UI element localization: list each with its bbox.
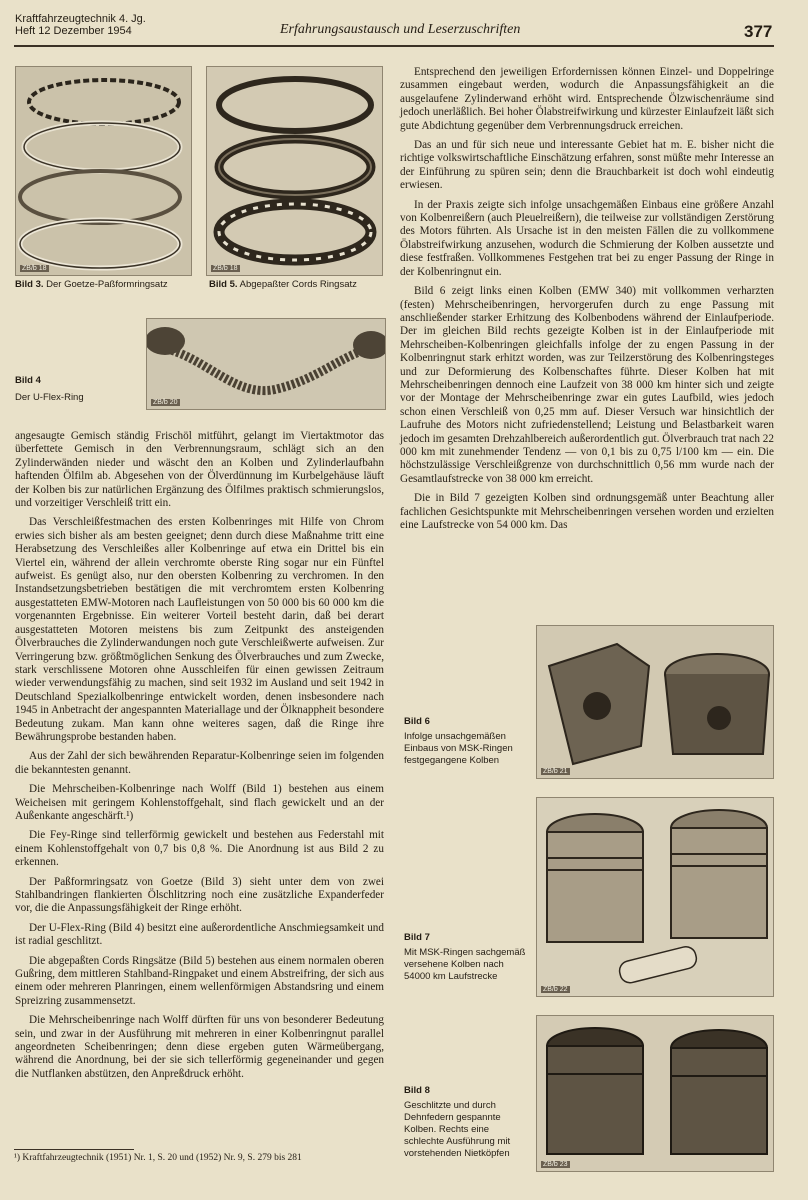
left-paragraph-5: Die Fey-Ringe sind tellerförmig gewickelt und bestehen aus Federstahl mit einem Kohlenstoffgehalt von 0,7 bis 0,8 %. Die Anordnung ist aus Bild 2 zu erkennen. <box>15 829 384 869</box>
right-column <box>400 66 774 538</box>
left-paragraph-8: Die abgepaßten Cords Ringsätze (Bild 5) bestehen aus einem normalen oberen Gußring, dem mittleren Stahlband-Ringpaket und einem Abstreifring, der sich aus einem oder mehreren Planringen, einem wellenförmigen Abstandsring und einem Spreizring zusammensetzt. <box>15 954 384 1007</box>
bild7-label: Bild 7 <box>404 932 430 943</box>
seized-pistons-image <box>537 626 773 778</box>
bild4-photo <box>146 318 386 410</box>
left-paragraph-7: Der U-Flex-Ring (Bild 4) besitzt eine außerordentliche Anschmiegsamkeit und ist radial geschlitzt. <box>15 921 384 948</box>
page-number: 377 <box>744 22 773 41</box>
bild3-caption-text: Der Goetze-Paßformringsatz <box>46 279 168 290</box>
bild4-stamp: ZB/b 20 <box>153 399 178 406</box>
piston-ring-set-image <box>16 67 191 275</box>
left-paragraph-3: Aus der Zahl der sich bewährenden Reparatur-Kolbenringe seien im folgenden die bekanntesten genannt. <box>15 750 384 776</box>
header-rule <box>14 45 774 47</box>
right-paragraph-2: Das an und für sich neue und interessante Gebiet hat m. E. bisher nicht die richtige volkswirtschaftliche Einschätzung erfahren, sonst müßte mehr Interesse an der Einführung zu spüren sein; denn die Brauchbarkeit ist doch wohl eindeutig erwiesen. <box>400 139 774 192</box>
bild3-photo <box>15 66 192 276</box>
bild7-photo <box>536 797 774 997</box>
bild5-stamp: ZB/b 18 <box>213 265 238 272</box>
bild4-caption <box>15 375 125 404</box>
good-pistons-image <box>537 798 773 996</box>
bild6-label: Bild 6 <box>404 716 430 727</box>
bild6-photo <box>536 625 774 779</box>
bild8-stamp: ZB/b 23 <box>543 1161 568 1168</box>
bild4-caption-text: Der U-Flex-Ring <box>15 392 84 403</box>
bild8-caption-text: Geschlitzte und durch Dehnfedern gespannte Kolben. Rechts eine schlechte Ausführung mit vorstehenden Nietköpfen <box>404 1100 511 1159</box>
bild7-stamp: ZB/b 22 <box>543 986 568 993</box>
slotted-pistons-image <box>537 1016 773 1171</box>
bild8-caption <box>404 1085 529 1160</box>
right-paragraph-5: Die in Bild 7 gezeigten Kolben sind ordnungsgemäß unter Beachtung aller fachlichen Gesichtspunkte mit Mehrscheibenringen versehen worden und erzielten eine Laufstrecke von 54 000 km. Das <box>400 492 774 531</box>
journal-line-1: Kraftfahrzeugtechnik 4. Jg. <box>15 13 146 25</box>
bild6-caption <box>404 716 529 767</box>
bild3-label: Bild 3. <box>15 279 44 290</box>
footnote-rule <box>14 1149 134 1150</box>
bild3-caption <box>15 279 205 291</box>
left-paragraph-6: Der Paßformringsatz von Goetze (Bild 3) sieht unter dem von zwei Stahlbandringen flankierten Ölschlitzring noch eine zusätzliche Expanderfeder vor, die die Anpassungsfähigkeit der Ringe erhöht. <box>15 875 384 915</box>
left-paragraph-4: Die Mehrscheiben-Kolbenringe nach Wolff (Bild 1) bestehen aus einem Weicheisen mit geringem Kohlenstoffgehalt, sind flach gewickelt und an der Außenkante angeschärft.¹) <box>15 783 384 822</box>
bild8-photo <box>536 1015 774 1172</box>
journal-line-2: Heft 12 Dezember 1954 <box>15 25 132 37</box>
bild8-label: Bild 8 <box>404 1085 430 1096</box>
right-paragraph-3: In der Praxis zeigte sich infolge unsachgemäßen Einbaus eine größere Anzahl von Kolbenreißern (auch Pleuelreißern), die teilweise zur vollständigen Zerstörung des Motors führten. Als Ursache ist in den meisten Fällen die zu vollkommene Ölabstreifwirkung anzusehen, wodurch die Schmierung der Kolben aussetzte und diese festfraßen. Vollkommenes Festgehen trat bei zu enger Passung der Ringe in der Kolbenringnut ein. <box>400 198 774 278</box>
footnote: ¹) Kraftfahrzeugtechnik (1951) Nr. 1, S. 20 und (1952) Nr. 9, S. 279 bis 281 <box>14 1153 302 1163</box>
right-paragraph-4: Bild 6 zeigt links einen Kolben (EMW 340) mit vollkommen verharzten (festen) Mehrscheibenringen, hervorgerufen durch zu enge Passung mit anschließender starker Erhitzung des Kolbenbodens während der Einlaufperiode. Der im gleichen Bild rechts gezeigte Kolben ist in der Einlaufperiode mit Mehrscheiben-Kolbenringen gleichfalls infolge der zu engen Passung in der Kolbenringnut stark erhitzt worden, was zur Teilzerstörung des Kolbenringsteges und zur Deformierung des Kolbenschaftes führte. Dieser Kolben hat mit Mehrscheibenringen dennoch eine Laufzeit von 38 000 km hinter sich und zeigte vor der Montage der Mehrscheibenringe zwar ein gutes Laufbild, wies jedoch schon einen Verschleiß von 0,25 mm auf. Dieser Versuch war hinsichtlich der Laufruhe des Motors nicht zufriedenstellend; Leistung und Belastbarkeit waren jedoch im gesamten Drehzahlbereich außerordentlich gut. Ölverbrauch trat nach 22 000 km mit zunehmender Tendenz — von 0,1 bis zu 0,75 l/100 km — ein. Die höchstzulässige Verschleißgrenze von durchschnittlich 0,56 mm wurde nach der Gesamtlaufstrecke von 38 000 km erreicht. <box>400 285 774 485</box>
bild6-stamp: ZB/b 21 <box>543 768 568 775</box>
right-paragraph-1: Entsprechend den jeweiligen Erfordernissen können Einzel- und Doppelringe zusammen eingebaut werden, wodurch die Anpassungsfähigkeit an die ausgelaufene Zylinderwand erhöht wird. Entsprechende Ölzwischenräume sind jedoch unerläßlich. Bei hoher Ölabstreifwirkung und kürzester Einlaufzeit läßt sich gute Abdichtung gegenüber dem Verbrennungsdruck erreichen. <box>400 66 774 132</box>
bild3-stamp: ZB/b 18 <box>22 265 47 272</box>
journal-info <box>15 13 146 37</box>
section-title: Erfahrungsaustausch und Leserzuschriften <box>280 22 521 37</box>
left-paragraph-2: Das Verschleißfestmachen des ersten Kolbenringes mit Hilfe von Chrom erwies sich bisher als am besten geeignet; denn durch diese Maßnahme tritt eine Herabsetzung des Verschleißes aller Kolbenringe auf etwa ein Drittel bis ein Viertel ein, während der allein verchromte oberste Ring sogar nur ein Fünftel aufweist. Es genügt also, nur den obersten Kolbenring zu verchromen. In den Instandsetzungsbetrieben bestätigen die mit verchromtem ersten Kolbenring ausgestatteten EMW-Motoren nach Laufleistungen von 50 000 bis 60 000 km die vorgenannten Ergebnisse. Ein weiterer Vorteil besteht darin, daß bei derart ausgestatteten Motoren meistens bis zum Zeitpunkt des ansteigenden Ölverbrauches die Zylinderwandungen noch gute Verschleißwerte aufweisen. Zur Verringerung bzw. größtmöglichen Senkung des Ölverbrauches und zum Zwecke, stark verschlissene Motoren ohne Ausschleifen für einen gewissen Zeitraum wieder verwendungsfähig zu machen, sind seit 1932 im Ausland und seit 1942 in Deutschland Spezialkolbenringe entwickelt worden, denen insbesondere nach 1945 in Anbetracht der angespannten Materiallage und der Ölknappheit besondere Bedeutung zukam. Man kann ohne weiteres sagen, daß die Ringe ihre Bewährungsprobe bestanden haben. <box>15 516 384 743</box>
left-column <box>15 430 384 1087</box>
u-flex-ring-image <box>147 319 385 409</box>
left-paragraph-9: Die Mehrscheibenringe nach Wolff dürften für uns von besonderer Bedeutung sein, und zwar in der Ausführung mit mehreren in einer Kolbenringnut parallel angeordneten Scheibenringen; denn diese ergeben guten Wärmeübergang, während die Anordnung, bei der sie sich tellerförmig gegeneinander und gegen die Nutflanken abstützen, den Anpreßdruck erhöht. <box>15 1014 384 1080</box>
bild5-caption <box>209 279 399 291</box>
cords-ring-set-image <box>207 67 382 275</box>
bild7-caption <box>404 932 529 983</box>
left-paragraph-1: angesaugte Gemisch ständig Frischöl mitführt, gelangt im Viertaktmotor das überfettete Gemisch in den Verbrennungsraum, schlägt sich an den Zylinderwänden nieder und wäscht den an Kolben und Zylinderlaufbahn haftenden Ölfilm ab. Abgesehen von der Ölverdünnung im Kurbelgehäuse läuft der Kolben bis zur natürlichen Ergänzung des Ölfilmes praktisch schmierungslos, und vorzeitiger Verschleiß tritt ein. <box>15 430 384 510</box>
bild4-label: Bild 4 <box>15 375 41 386</box>
bild6-caption-text: Infolge unsachgemäßen Einbaus von MSK-Ringen festgegangene Kolben <box>404 731 513 766</box>
bild5-caption-text: Abgepaßter Cords Ringsatz <box>239 279 357 290</box>
bild7-caption-text: Mit MSK-Ringen sachgemäß versehene Kolben nach 54000 km Laufstrecke <box>404 947 526 982</box>
bild5-label: Bild 5. <box>209 279 238 290</box>
bild5-photo <box>206 66 383 276</box>
